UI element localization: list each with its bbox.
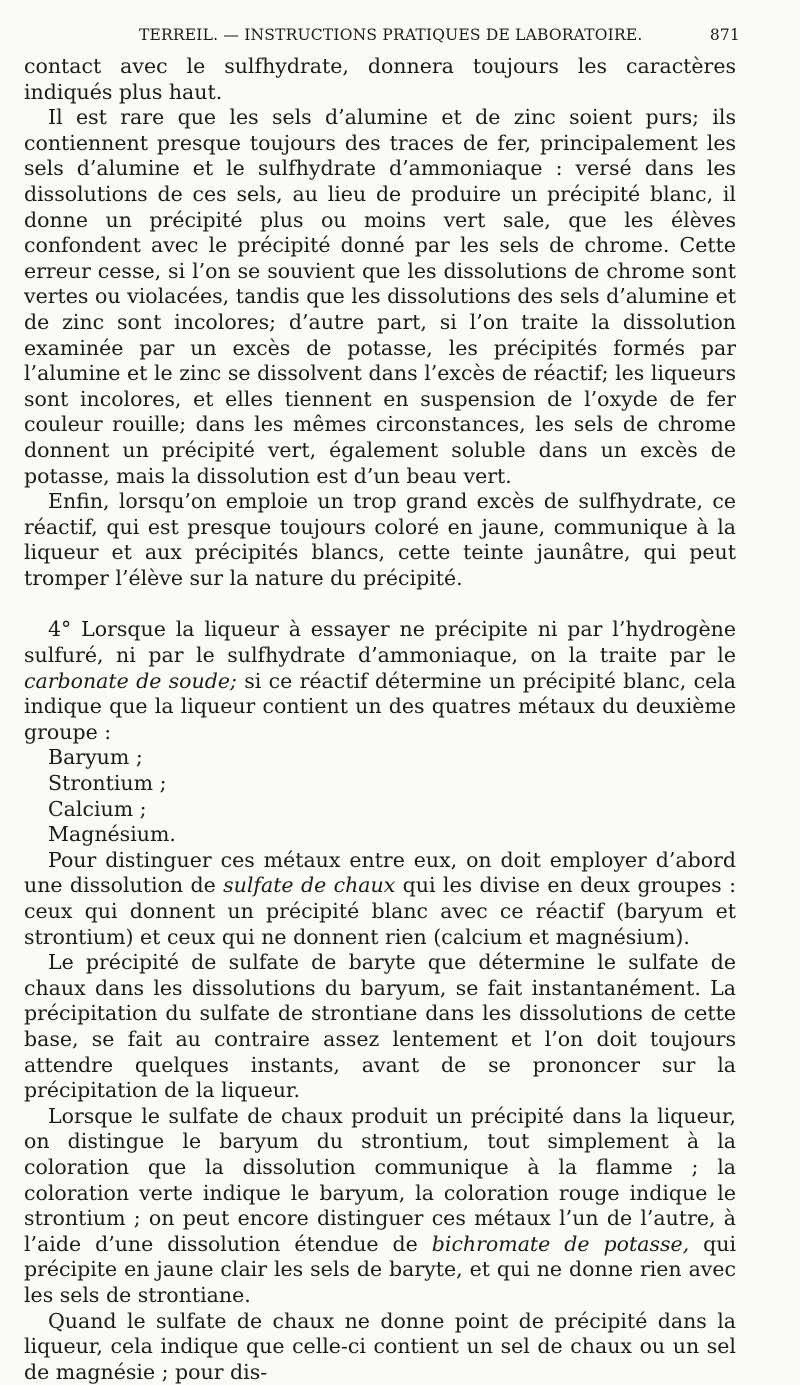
flame-text-end: qui précipite en jaune clair les sels de baryte, et qui ne donne rien avec les sels de strontiane. bbox=[24, 1232, 736, 1307]
step-4-text-start: 4° Lorsque la liqueur à essayer ne précipite ni par l’hydrogène sulfuré, ni par le sulfhydrate d’ammoniaque, on la traite par le bbox=[24, 617, 736, 667]
paragraph-step-4 bbox=[24, 617, 736, 745]
distinguish-text-start: Pour distinguer ces métaux entre eux, on doit employer d’abord une dissolution de bbox=[24, 848, 736, 898]
flame-text-start: Lorsque le sulfate de chaux produit un précipité dans la liqueur, on distingue le baryum du strontium, tout simplement à la coloration que la dissolution communique à la flamme ; la coloration verte indique le baryum, la coloration rouge indique le strontium ; on peut encore distinguer ces métaux l’un de l’autre, à l’aide d’une dissolution étendue de bbox=[24, 1104, 736, 1256]
book-page bbox=[24, 26, 736, 1385]
list-item: Strontium ; bbox=[48, 771, 736, 797]
list-item: Magnésium. bbox=[48, 822, 736, 848]
paragraph-excess-reagent: Enfin, lorsqu’on emploie un trop grand excès de sulfhydrate, ce réactif, qui est presque toujours coloré en jaune, communique à la liqueur et aux précipités blancs, cette teinte jaunâtre, qui peut tromper l’élève sur la nature du précipité. bbox=[24, 489, 736, 591]
page-number: 871 bbox=[710, 26, 740, 44]
paragraph-distinguish bbox=[24, 848, 736, 950]
paragraph-no-precipitate: Quand le sulfate de chaux ne donne point de précipité dans la liqueur, cela indique que celle-ci contient un sel de chaux ou un sel de magnésie ; pour dis- bbox=[24, 1309, 736, 1385]
paragraph-baryte-precipitate: Le précipité de sulfate de baryte que détermine le sulfate de chaux dans les dissolutions du baryum, se fait instantanément. La précipitation du sulfate de strontiane dans les dissolutions de cette base, se fait au contraire assez lentement et l’on doit toujours attendre quelques instants, avant de se prononcer sur la précipitation de la liqueur. bbox=[24, 950, 736, 1104]
paragraph-flame-test bbox=[24, 1104, 736, 1309]
list-item: Baryum ; bbox=[48, 745, 736, 771]
distinguish-text-end: qui les divise en deux groupes : ceux qui donnent un précipité blanc avec ce réactif (baryum et strontium) et ceux qui ne donnent rien (calcium et magnésium). bbox=[24, 873, 736, 948]
paragraph-continuation: contact avec le sulfhydrate, donnera toujours les caractères indiqués plus haut. bbox=[24, 54, 736, 105]
list-item: Calcium ; bbox=[48, 797, 736, 823]
step-4-reagent: carbonate de soude; bbox=[24, 669, 237, 693]
paragraph-impurities: Il est rare que les sels d’alumine et de zinc soient purs; ils contiennent presque toujours des traces de fer, principalement les sels d’alumine et le sulfhydrate d’ammoniaque : versé dans les dissolutions de ces sels, au lieu de produire un précipité blanc, il donne un précipité plus ou moins vert sale, que les élèves confondent avec le précipité donné par les sels de chrome. Cette erreur cesse, si l’on se souvient que les dissolutions de chrome sont vertes ou violacées, tandis que les dissolutions des sels d’alumine et de zinc sont incolores; d’autre part, si l’on traite la dissolution examinée par un excès de potasse, les précipités formés par l’alumine et le zinc se dissolvent dans l’excès de réactif; les liqueurs sont incolores, et elles tiennent en suspension de l’oxyde de fer couleur rouille; dans les mêmes circonstances, les sels de chrome donnent un précipité vert, également soluble dans un excès de potasse, mais la dissolution est d’un beau vert. bbox=[24, 105, 736, 489]
distinguish-reagent: sulfate de chaux bbox=[223, 873, 395, 897]
body-text bbox=[24, 54, 736, 1385]
running-header bbox=[24, 26, 736, 54]
running-title: TERREIL. — INSTRUCTIONS PRATIQUES DE LABORATOIRE. bbox=[139, 26, 643, 44]
flame-reagent: bichromate de potasse, bbox=[432, 1232, 689, 1256]
step-4-text-end: si ce réactif détermine un précipité blanc, cela indique que la liqueur contient un des quatres métaux du deuxième groupe : bbox=[24, 669, 736, 744]
